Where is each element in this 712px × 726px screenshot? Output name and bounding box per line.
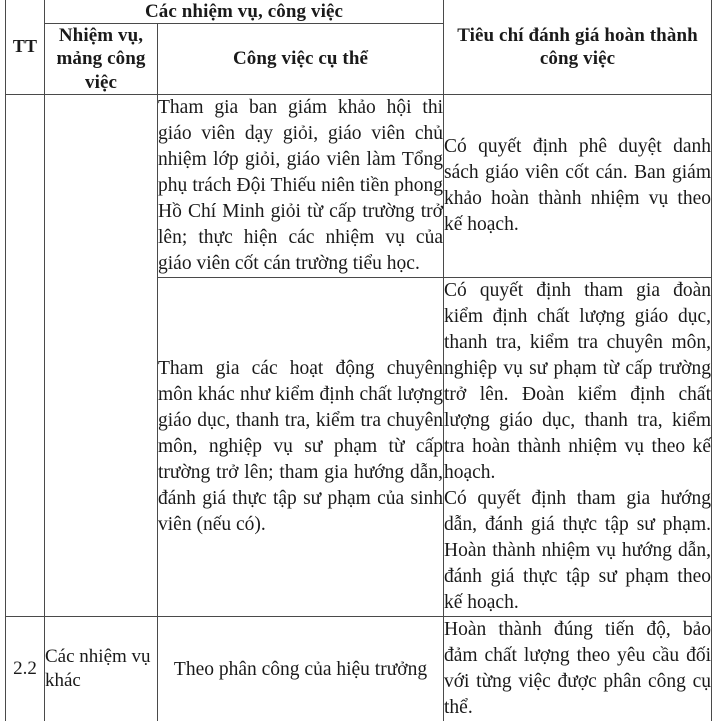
row-number: 2.2	[13, 658, 37, 680]
evaluation-criteria-table	[5, 0, 712, 721]
cell-criteria	[444, 617, 712, 722]
criteria-paragraph: Có quyết định tham gia đoàn kiểm định chất lượng giáo dục, thanh tra, kiểm tra chuyên môn, nghiệp vụ sư phạm từ cấp trường trở lên. Đoàn kiểm định chất lượng giáo dục, thanh tra, kiểm tra hoàn thành nhiệm vụ theo kế hoạch.	[444, 279, 711, 484]
cell-number	[6, 617, 45, 722]
header-cell-criteria	[444, 0, 712, 94]
table-row	[6, 617, 712, 722]
table-header-row-top	[6, 0, 712, 24]
header-label-group-tasks: Các nhiệm vụ, công việc	[144, 1, 344, 22]
header-cell-group-tasks	[45, 0, 444, 24]
header-label-criteria: Tiêu chí đánh giá hoàn thành công việc	[457, 24, 698, 69]
cell-task-area	[45, 617, 158, 722]
specific-work-text: Tham gia ban giám khảo hội thi giáo viên dạy giỏi, giáo viên chủ nhiệm lớp giỏi, giáo viên làm Tổng phụ trách Đội Thiếu niên tiền phong Hồ Chí Minh giỏi từ cấp trường trở lên; thực hiện các nhiệm vụ của giáo viên cốt cán trường tiểu học.	[158, 96, 443, 274]
cell-number	[6, 94, 45, 617]
header-label-specific-work: Công việc cụ thể	[232, 48, 369, 70]
criteria-paragraph: Có quyết định tham gia hướng dẫn, đánh giá thực tập sư phạm. Hoàn thành nhiệm vụ hướng dẫn, đánh giá thực tập sư phạm theo kế hoạch.	[444, 488, 711, 614]
table-row	[6, 94, 712, 277]
criteria-paragraph: Hoàn thành đúng tiến độ, bảo đảm chất lượng theo yêu cầu đối với từng việc được phân công cụ thể.	[444, 619, 711, 719]
criteria-paragraph: Có quyết định phê duyệt danh sách giáo viên cốt cán. Ban giám khảo hoàn thành nhiệm vụ theo kế hoạch.	[444, 135, 711, 235]
cell-specific-work	[158, 617, 444, 722]
cell-task-area	[45, 94, 158, 617]
header-label-tt: TT	[12, 35, 38, 56]
row-task-area: Các nhiệm vụ khác	[45, 645, 151, 692]
cell-specific-work	[158, 94, 444, 277]
header-cell-specific-work	[158, 24, 444, 95]
cell-criteria	[444, 94, 712, 277]
header-label-task-area: Nhiệm vụ, mảng công việc	[56, 25, 146, 93]
specific-work-text: Theo phân công của hiệu trưởng	[173, 658, 428, 680]
specific-work-text: Tham gia các hoạt động chuyên môn khác như kiểm định chất lượng giáo dục, thanh tra, kiểm tra chuyên môn, nghiệp vụ sư phạm từ cấp trường trở lên; tham gia hướng dẫn, đánh giá thực tập sư phạm của sinh viên (nếu có).	[158, 358, 443, 536]
header-cell-tt	[6, 0, 45, 94]
cell-criteria	[444, 277, 712, 616]
header-cell-task-area	[45, 24, 158, 95]
cell-specific-work	[158, 277, 444, 616]
